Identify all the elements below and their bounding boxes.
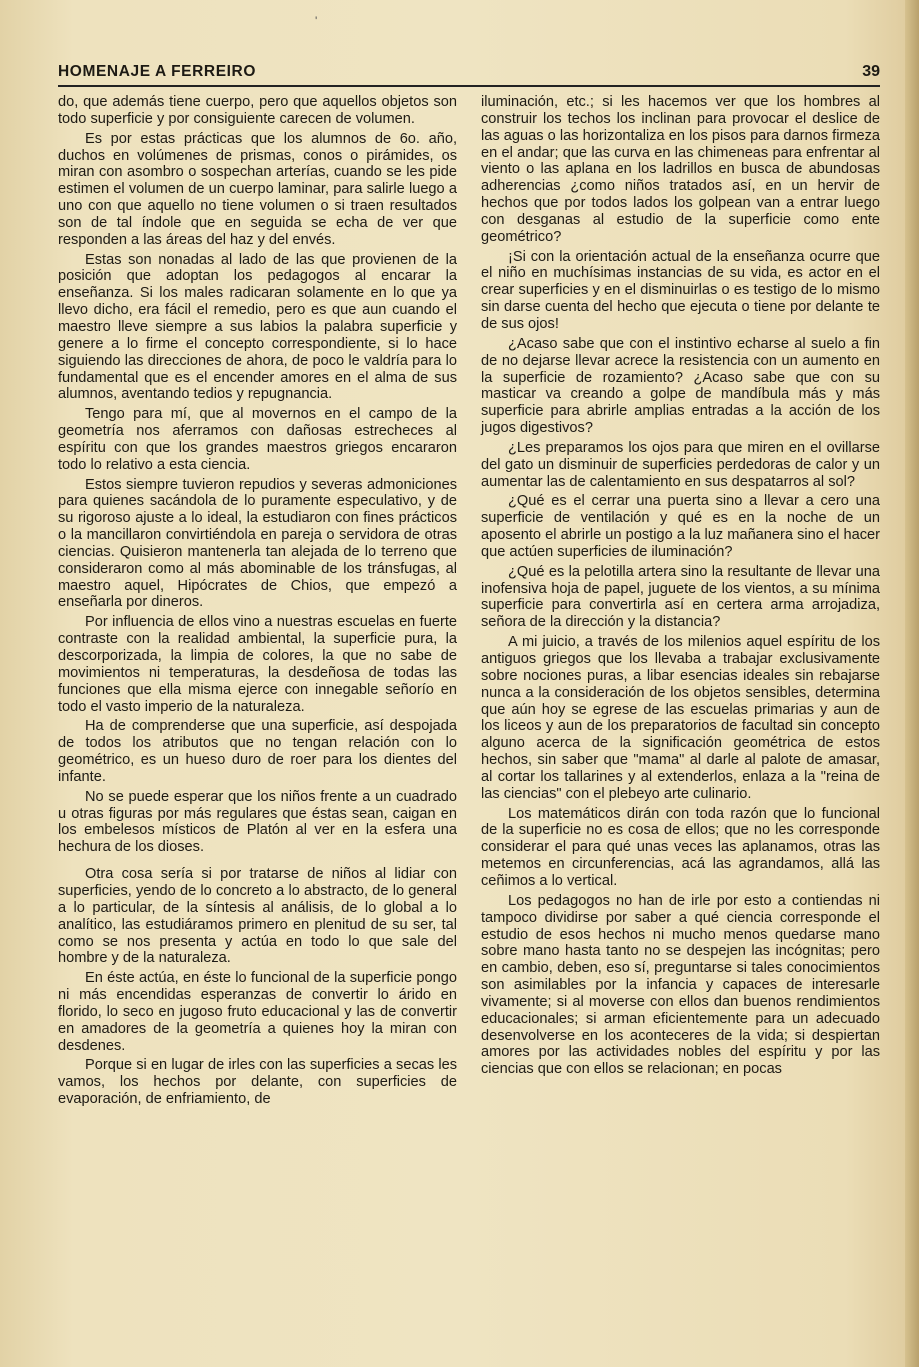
paragraph: Estas son nonadas al lado de las que provienen de la posición que adoptan los pedagogos al encarar la enseñanza. Si los males radicaran solamente en lo que ya llevo dicho, era fácil el remedio, pero es que aun cuando el maestro lleve siempre a sus labios la palabra superficie y genere a lo firme el concepto correspondiente, si lo hace siguiendo las direcciones de ahora, de poco le valdría para lo fundamental que es el encender amores en el alma de sus alumnos, aventando tedios y repugnancia. xyxy=(58,251,457,403)
page-header xyxy=(58,63,880,85)
paragraph: ¿Qué es el cerrar una puerta sino a llevar a cero una superficie de ventilación y qué es en la noche de un aposento el abrirle un postigo a la luz mañanera sino el hacer que actúen superficies de iluminación? xyxy=(481,493,880,560)
paragraph: iluminación, etc.; si les hacemos ver que los hombres al construir los techos los inclinan para provocar el deslice de las aguas o las horizontaliza en los pisos para darnos firmeza en el andar; que las curva en las chimeneas para enfrentar al viento o las aplana en los ladrillos en busca de abundosas adherencias ¿como niños tratados así, en un hervir de hechos que por todos lados los golpean van a entrar luego con desganas al estudio de la superficie como ente geométrico? xyxy=(481,94,880,245)
page-edge-shadow xyxy=(905,0,919,1367)
paragraph: Ha de comprenderse que una superficie, así despojada de todos los atributos que no tengan relación con lo geométrico, es un hueso duro de roer para los dientes del infante. xyxy=(58,718,457,785)
paragraph: Los matemáticos dirán con toda razón que lo funcional de la superficie no es cosa de ellos; que no les corresponde considerar el para qué unas veces las aplanamos, otras las metemos en circunferencias, acá las agrandamos, allá las ceñimos a lo vertical. xyxy=(481,805,880,889)
page-number: 39 xyxy=(862,63,880,80)
paragraph: ¡Si con la orientación actual de la enseñanza ocurre que el niño en muchísimas instancias de su vida, es actor en el crear superficies y en el disminuirlas o es testigo de lo mismo sin darse cuenta del hecho que ejecuta o tiene por delante te de sus ojos! xyxy=(481,248,880,332)
paragraph: Estos siempre tuvieron repudios y severas admoniciones para quienes sacándola de lo puramente especulativo, y de su rigoroso ajuste a lo ideal, la estudiaron con fines prácticos o la mancillaron convirtiéndola en pareja o servidora de otras ciencias. Quisieron mantenerla tan alejada de lo terreno que consideraron como al más abominable de los tránsfugas, al maestro aquel, Hipócrates de Chios, que empezó a enseñarla por dineros. xyxy=(58,476,457,611)
paragraph: A mi juicio, a través de los milenios aquel espíritu de los antiguos griegos que los llevaba a trabajar exclusivamente sobre nociones puras, a libar esencias ideales sin rebajarse nunca a la consideración de los objetos sensibles, determina que aún hoy se egrese de las escuelas primarias y aun de los liceos y aun de los preparatorios de facultad sin concepto alguno acerca de la significación geométrica de estos hechos, sin saber que "mama" al darle al palote de amasar, al cortar los tallarines y al extenderlos, enlaza a la "reina de las ciencias" con el plebeyo arte culinario. xyxy=(481,634,880,802)
paragraph: ¿Qué es la pelotilla artera sino la resultante de llevar una inofensiva hoja de papel, juguete de los vientos, a su mínima superficie para convertirla así en certera arma arrojadiza, señora de la dirección y la distancia? xyxy=(481,563,880,631)
header-rule xyxy=(58,85,880,87)
paragraph: En éste actúa, en éste lo funcional de la superficie pongo ni más encendidas esperanzas de convertir lo árido en florido, lo seco en jugoso fruto educacional y las de convertir en amadores de la geometría a quienes hoy la miran con desdenes. xyxy=(58,970,457,1054)
left-column xyxy=(58,94,457,1111)
paragraph: Los pedagogos no han de irle por esto a contiendas ni tampoco dividirse por saber a qué ciencia corresponde el estudio de esos hechos ni mucho menos quedarse mano sobre mano hasta tanto no se despejen las incógnitas; pero en cambio, deben, eso sí, preguntarse si tales conocimientos son asimilables por la infancia y capaces de interesarle vivamente; si al moverse con ellos dan buenos rendimientos educacionales; si arman eficientemente para un adecuado desenvolverse en los aconteceres de la vida; si despiertan amores por las actividades nobles del espíritu y por las ciencias que con ellos se relacionan; en pocas xyxy=(481,892,880,1078)
paragraph: Tengo para mí, que al movernos en el campo de la geometría nos aferramos con dañosas estrecheces al espíritu con que los grandes maestros griegos encararon todo lo relativo a esta ciencia. xyxy=(58,406,457,473)
paragraph: ¿Les preparamos los ojos para que miren en el ovillarse del gato un disminuir de superficies perdedoras de calor y un aumentar las de calentamiento en sus despatarros al sol? xyxy=(481,439,880,490)
paragraph: Porque si en lugar de irles con las superficies a secas les vamos, los hechos por delante, con superficies de evaporación, de enfriamiento, de xyxy=(58,1057,457,1108)
paragraph: do, que además tiene cuerpo, pero que aquellos objetos son todo superficie y por consiguiente carecen de volumen. xyxy=(58,94,457,127)
right-column xyxy=(481,94,880,1081)
print-mark: ' xyxy=(315,14,318,28)
paragraph: Es por estas prácticas que los alumnos de 6o. año, duchos en volúmenes de prismas, conos o pirámides, os miran con asombro o sospechan arterías, cuando se les pide estimen el volumen de un cuerpo laminar, para salirle luego a uno con que aquello no tiene volumen o si traen resultados son de tal índole que en seguida se echa de ver que responden a las áreas del haz y del envés. xyxy=(58,130,457,248)
running-head: HOMENAJE A FERREIRO xyxy=(58,63,256,80)
paragraph: Otra cosa sería si por tratarse de niños al lidiar con superficies, yendo de lo concreto a lo abstracto, de lo general a lo particular, de la síntesis al análisis, de lo global a lo analítico, las estudiáramos primero en plenitud de su ser, tal como se nos presenta y actúa en todo lo que sale del hombre y de la naturaleza. xyxy=(58,866,457,967)
paragraph: Por influencia de ellos vino a nuestras escuelas en fuerte contraste con la realidad ambiental, la superficie pura, la descorporizada, la limpia de colores, la que no sabe de movimientos ni temperaturas, la desdeñosa de todas las funciones que ella misma ejerce con innegable señorío en todo el vasto imperio de la naturaleza. xyxy=(58,614,457,715)
paragraph: No se puede esperar que los niños frente a un cuadrado u otras figuras por más regulares que éstas sean, caigan en los embelesos místicos de Platón al ver en la esfera una hechura de los dioses. xyxy=(58,788,457,856)
paragraph: ¿Acaso sabe que con el instintivo echarse al suelo a fin de no dejarse llevar acrece la resistencia con un aumento en la superficie de rozamiento? ¿Acaso sabe que con su masticar va creando a golpe de mandíbula más y más superficie para abrirle amplias entradas a la acción de los jugos digestivos? xyxy=(481,335,880,437)
